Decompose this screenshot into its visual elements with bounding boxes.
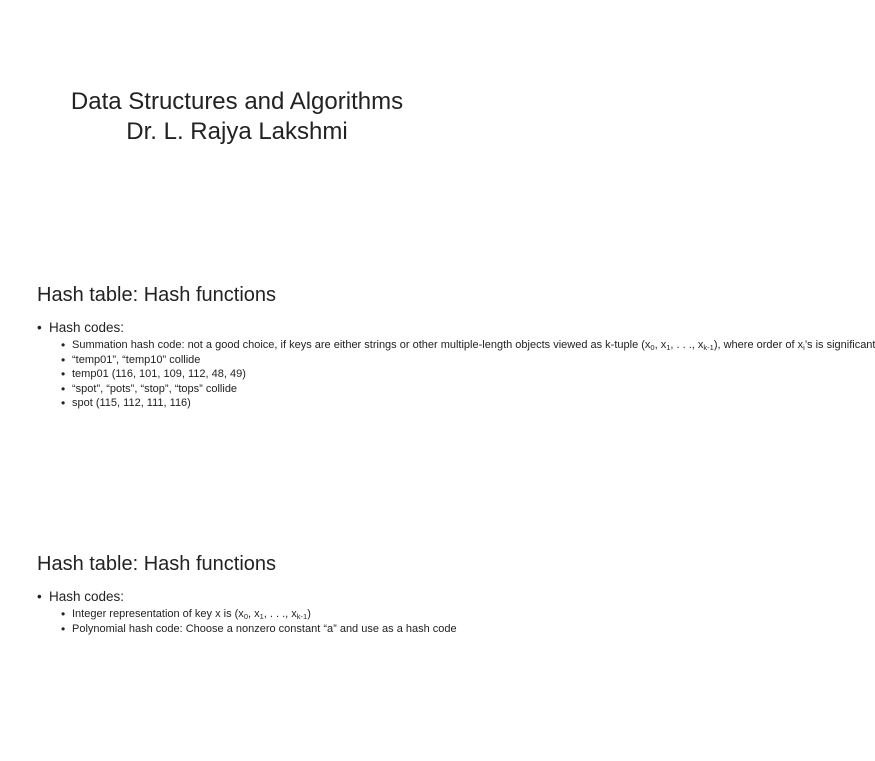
slide-heading: Hash table: Hash functions — [37, 553, 277, 575]
subscript: k-1 — [703, 343, 714, 352]
slide-heading: Hash table: Hash functions — [37, 284, 277, 306]
content-slide-hash-functions-1 — [0, 272, 875, 492]
bullet-icon: • — [61, 621, 66, 636]
sub-bullet-summation-hash-code — [61, 338, 875, 353]
text-run: Summation hash code: not a good choice, if keys are either strings or other multiple-length objects viewed as k-tuple (x — [72, 339, 651, 351]
sub-bullet-text — [72, 339, 875, 353]
sub-bullet-integer-representation — [61, 608, 467, 622]
bullet-list — [37, 319, 875, 412]
text-run: ) — [307, 608, 311, 620]
content-slide-hash-functions-2 — [0, 541, 474, 761]
bullet-hash-codes — [37, 588, 467, 636]
slide-title-line-1: Data Structures and Algorithms — [70, 88, 404, 115]
bullet-icon: • — [61, 352, 66, 367]
sub-bullet-temp01-codes — [61, 368, 467, 382]
text-run: , x — [247, 608, 260, 620]
bullet-icon: • — [61, 367, 66, 381]
sub-bullet-temp-collide — [61, 354, 467, 368]
subscript: 1 — [259, 612, 264, 621]
bullet-text: Hash codes: — [49, 320, 125, 335]
sub-bullet-text: temp01 (116, 101, 109, 112, 48, 49) — [72, 368, 246, 380]
bullet-icon: • — [61, 396, 66, 410]
text-run: ), where order of x — [713, 339, 804, 351]
sub-bullet-list — [49, 338, 875, 411]
sub-bullet-text: spot (115, 112, 111, 116) — [72, 397, 191, 409]
text-run: , . . ., x — [670, 339, 704, 351]
subscript: k-1 — [296, 612, 308, 621]
subscript: i — [803, 343, 805, 352]
text-run: , x — [654, 339, 667, 351]
bullet-hash-codes — [37, 319, 875, 411]
sub-bullet-text — [72, 608, 467, 622]
sub-bullet-text: “spot”, “pots”, “stop”, “tops” collide — [72, 382, 238, 395]
sub-bullet-polynomial-hash-code — [61, 623, 467, 637]
subscript: 1 — [666, 343, 671, 352]
subscript: 0 — [243, 612, 248, 621]
sub-bullet-list — [49, 608, 467, 636]
sub-bullet-text: “temp01”, “temp10” collide — [72, 353, 201, 366]
text-run: Integer representation of key x is (x — [72, 608, 244, 620]
bullet-icon: • — [37, 320, 42, 335]
bullet-text: Hash codes: — [49, 589, 125, 604]
sub-bullet-spot-collide — [61, 383, 467, 397]
text-run: , . . ., x — [263, 608, 297, 620]
bullet-list — [37, 588, 467, 637]
bullet-icon: • — [61, 338, 66, 352]
bullet-icon: • — [61, 607, 66, 621]
title-slide — [0, 0, 474, 240]
sub-bullet-spot-codes — [61, 397, 467, 411]
text-run: ’s is significant — [804, 339, 875, 351]
slide-title-line-2: Dr. L. Rajya Lakshmi — [126, 118, 348, 145]
bullet-icon: • — [37, 589, 42, 604]
sub-bullet-text: Polynomial hash code: Choose a nonzero constant “a” and use as a hash code — [72, 622, 457, 635]
subscript: 0 — [650, 343, 655, 352]
bullet-icon: • — [61, 381, 66, 396]
